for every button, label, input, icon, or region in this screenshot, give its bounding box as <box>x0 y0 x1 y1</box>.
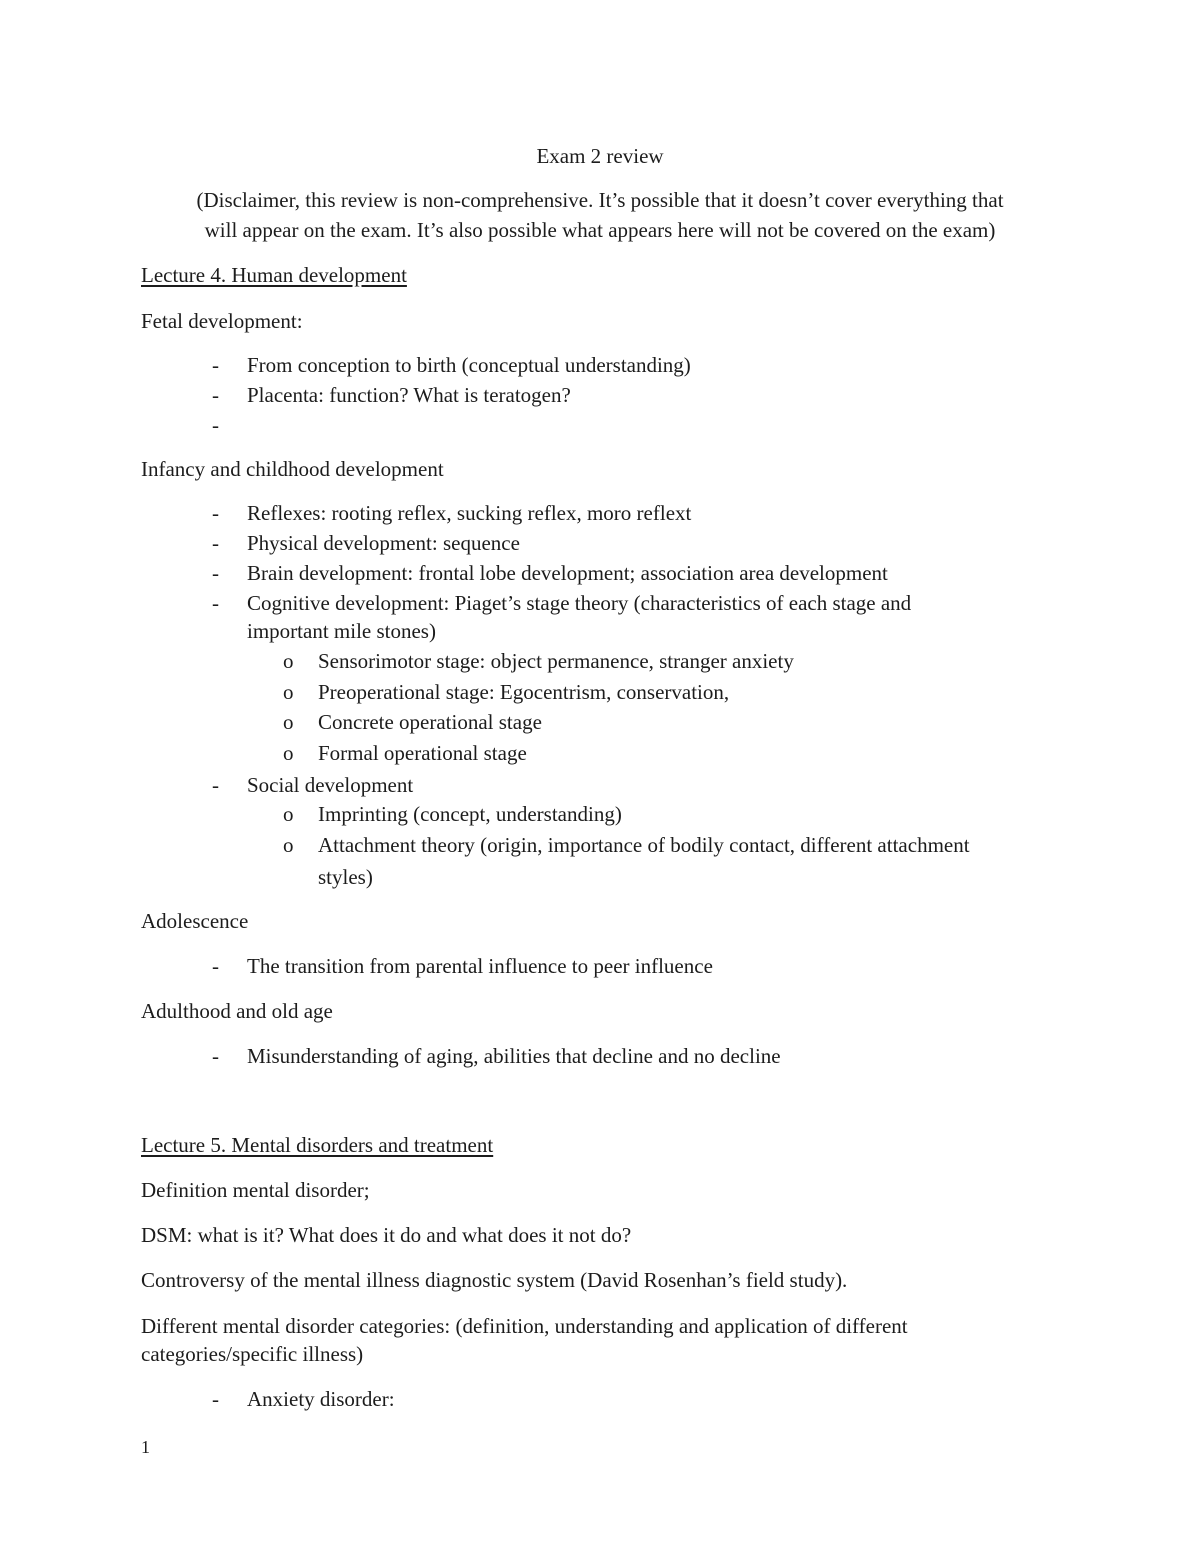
dash-bullet: - <box>212 1044 219 1068</box>
sub-list-item-text: Sensorimotor stage: object permanence, stranger anxiety <box>318 649 794 673</box>
infancy-label: Infancy and childhood development <box>141 457 444 481</box>
list-item-text: Brain development: frontal lobe development; association area development <box>247 561 888 585</box>
circle-bullet: o <box>283 649 294 673</box>
list-item-text: Anxiety disorder: <box>247 1387 395 1411</box>
list-item-text: From conception to birth (conceptual understanding) <box>247 353 691 377</box>
dash-bullet: - <box>212 1387 219 1411</box>
dsm-line: DSM: what is it? What does it do and what does it not do? <box>141 1223 632 1247</box>
dash-bullet: - <box>212 561 219 585</box>
circle-bullet: o <box>283 833 294 857</box>
disclaimer-line-2: will appear on the exam. It’s also possible what appears here will not be covered on the exam) <box>204 218 996 242</box>
dash-bullet: - <box>212 501 219 525</box>
fetal-development-label: Fetal development: <box>141 309 303 333</box>
list-item-text: The transition from parental influence to peer influence <box>247 954 713 978</box>
sub-list-item-text: Attachment theory (origin, importance of bodily contact, different attachment <box>318 833 970 857</box>
circle-bullet: o <box>283 680 294 704</box>
categories-line-1: Different mental disorder categories: (definition, understanding and application of different <box>141 1314 908 1338</box>
page-title: Exam 2 review <box>536 144 664 168</box>
list-item-text: Reflexes: rooting reflex, sucking reflex, moro reflext <box>247 501 692 525</box>
dash-bullet: - <box>212 531 219 555</box>
list-item-text: Social development <box>247 773 414 797</box>
dash-bullet: - <box>212 773 219 797</box>
list-item-text: important mile stones) <box>247 619 436 643</box>
dash-bullet: - <box>212 383 219 407</box>
dash-bullet: - <box>212 591 219 615</box>
sub-list-item-text: Concrete operational stage <box>318 710 542 734</box>
circle-bullet: o <box>283 741 294 765</box>
dash-bullet: - <box>212 413 219 437</box>
adolescence-label: Adolescence <box>141 909 249 933</box>
lecture-4-heading: Lecture 4. Human development <box>141 263 407 287</box>
list-item-text: Placenta: function? What is teratogen? <box>247 383 571 407</box>
sub-list-item-text: styles) <box>318 865 373 889</box>
dash-bullet: - <box>212 954 219 978</box>
sub-list-item-text: Formal operational stage <box>318 741 527 765</box>
list-item-text: Physical development: sequence <box>247 531 520 555</box>
definition-line: Definition mental disorder; <box>141 1178 370 1202</box>
list-item-text: Cognitive development: Piaget’s stage theory (characteristics of each stage and <box>247 591 912 615</box>
list-item-text: Misunderstanding of aging, abilities that decline and no decline <box>247 1044 781 1068</box>
page-number: 1 <box>141 1437 150 1457</box>
controversy-line: Controversy of the mental illness diagnostic system (David Rosenhan’s field study). <box>141 1268 848 1292</box>
dash-bullet: - <box>212 353 219 377</box>
circle-bullet: o <box>283 710 294 734</box>
adulthood-label: Adulthood and old age <box>141 999 333 1023</box>
sub-list-item-text: Imprinting (concept, understanding) <box>318 802 622 826</box>
lecture-5-heading: Lecture 5. Mental disorders and treatment <box>141 1133 494 1157</box>
categories-line-2: categories/specific illness) <box>141 1342 364 1366</box>
sub-list-item-text: Preoperational stage: Egocentrism, conservation, <box>318 680 730 704</box>
circle-bullet: o <box>283 802 294 826</box>
disclaimer-line-1: (Disclaimer, this review is non-comprehensive. It’s possible that it doesn’t cover everything that <box>196 188 1004 212</box>
